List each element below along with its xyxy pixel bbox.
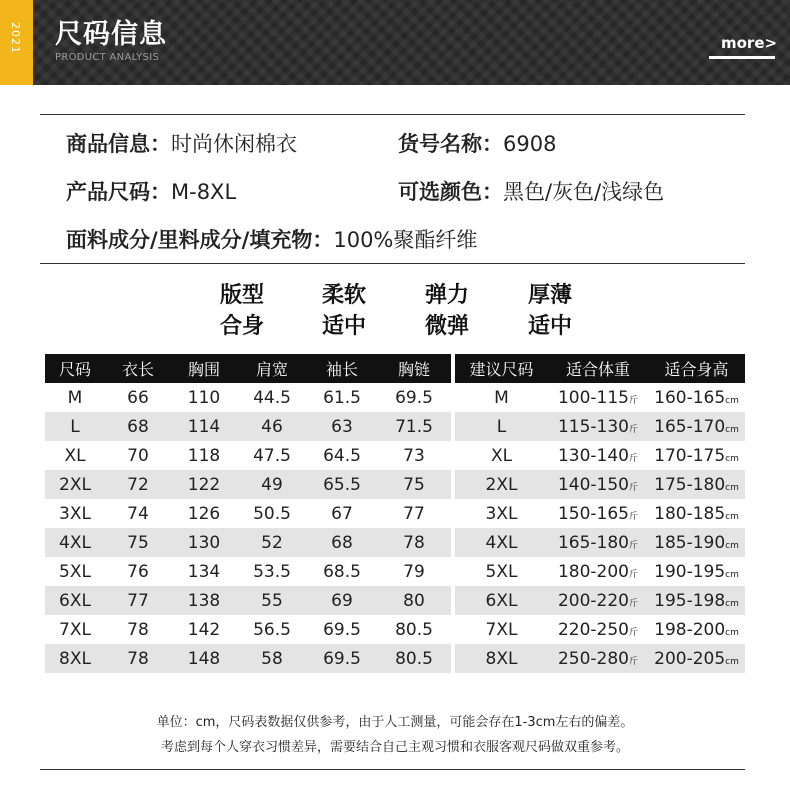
table-cell: [377, 528, 453, 557]
product-name-row: [66, 128, 297, 158]
table-cell: [105, 615, 171, 644]
product-material-value: 100%聚酯纤维: [333, 228, 478, 252]
table-row: [45, 470, 745, 499]
cell-value: 80: [403, 590, 425, 611]
table-cell: [105, 644, 171, 673]
table-cell: [171, 499, 237, 528]
feature-elasticity-name: 弹力: [424, 283, 469, 308]
table-cell: [548, 383, 648, 412]
cell-value: 71.5: [395, 416, 433, 437]
cell-value: 52: [261, 532, 283, 553]
weight-unit: 斤: [629, 598, 639, 609]
cell-value: XL: [490, 445, 513, 466]
weight-unit: 斤: [629, 656, 639, 667]
height-unit: cm: [725, 598, 739, 609]
divider-top: [40, 114, 745, 115]
table-cell: [105, 586, 171, 615]
cell-value: 8XL: [59, 648, 91, 669]
table-cell: [377, 615, 453, 644]
cell-value: 77: [127, 590, 149, 611]
header-sleeve: 袖长: [307, 354, 377, 383]
table-cell: [453, 412, 548, 441]
cell-value: 64.5: [323, 445, 361, 466]
cell-value: 72: [127, 474, 149, 495]
header-chain: 胸链: [377, 354, 453, 383]
cell-value: 200-220: [557, 590, 629, 611]
table-cell: [548, 499, 648, 528]
more-underline: [709, 56, 775, 59]
table-cell: [548, 528, 648, 557]
cell-value: 115-130: [557, 416, 629, 437]
size-table-header: [45, 354, 745, 383]
table-cell: [45, 644, 105, 673]
table-cell: [377, 499, 453, 528]
table-cell: [648, 412, 745, 441]
table-cell: [648, 499, 745, 528]
cell-value: M: [67, 387, 83, 408]
table-cell: [105, 470, 171, 499]
table-cell: [453, 383, 548, 412]
cell-value: 6XL: [59, 590, 91, 611]
cell-value: 220-250: [557, 619, 629, 640]
feature-softness: [304, 280, 384, 342]
table-cell: [548, 441, 648, 470]
table-cell: [45, 557, 105, 586]
product-color-value: 黑色/灰色/浅绿色: [503, 180, 665, 204]
table-cell: [307, 441, 377, 470]
cell-value: 200-205: [654, 648, 726, 669]
table-cell: [648, 644, 745, 673]
cell-value: 110: [187, 387, 221, 408]
cell-value: 126: [187, 503, 221, 524]
cell-value: 65.5: [323, 474, 361, 495]
table-row: [45, 499, 745, 528]
table-cell: [548, 615, 648, 644]
feature-thickness-value: 适中: [527, 314, 572, 339]
cell-value: 2XL: [485, 474, 518, 495]
table-cell: [171, 383, 237, 412]
cell-value: 8XL: [485, 648, 518, 669]
product-size-value: M-8XL: [171, 180, 237, 204]
table-cell: [548, 586, 648, 615]
product-color-label: 可选颜色：: [398, 180, 503, 204]
table-cell: [648, 586, 745, 615]
table-cell: [45, 383, 105, 412]
product-name-label: 商品信息：: [66, 132, 171, 156]
height-unit: cm: [725, 627, 739, 638]
feature-thickness: [510, 280, 590, 342]
table-cell: [453, 557, 548, 586]
cell-value: 68: [127, 416, 149, 437]
cell-value: 142: [187, 619, 221, 640]
table-cell: [648, 441, 745, 470]
weight-unit: 斤: [629, 453, 639, 464]
table-cell: [45, 412, 105, 441]
cell-value: 7XL: [59, 619, 91, 640]
table-cell: [171, 528, 237, 557]
table-cell: [105, 528, 171, 557]
page-subtitle: PRODUCT ANALYSIS: [55, 52, 160, 63]
year-label: 2021: [9, 22, 22, 54]
table-cell: [171, 615, 237, 644]
table-cell: [453, 470, 548, 499]
cell-value: 75: [127, 532, 149, 553]
table-cell: [307, 528, 377, 557]
table-cell: [453, 528, 548, 557]
table-cell: [237, 383, 307, 412]
cell-value: 195-198: [654, 590, 726, 611]
height-unit: cm: [725, 540, 739, 551]
cell-value: 250-280: [557, 648, 629, 669]
table-row: [45, 441, 745, 470]
weight-unit: 斤: [629, 627, 639, 638]
cell-value: 7XL: [485, 619, 518, 640]
cell-value: 138: [187, 590, 221, 611]
feature-fit: [202, 280, 282, 342]
cell-value: 69.5: [323, 648, 361, 669]
table-cell: [648, 470, 745, 499]
cell-value: 6XL: [485, 590, 518, 611]
cell-value: 70: [127, 445, 149, 466]
table-cell: [548, 557, 648, 586]
cell-value: 165-180: [557, 532, 629, 553]
table-cell: [171, 586, 237, 615]
cell-value: 4XL: [485, 532, 518, 553]
table-cell: [377, 470, 453, 499]
product-code-row: [398, 128, 556, 158]
table-cell: [237, 615, 307, 644]
table-cell: [648, 615, 745, 644]
cell-value: 67: [331, 503, 353, 524]
table-cell: [105, 383, 171, 412]
cell-value: XL: [64, 445, 86, 466]
note-unit: 单位：cm，尺码表数据仅供参考，由于人工测量，可能会存在1-3cm左右的偏差。: [156, 715, 634, 730]
table-row: [45, 528, 745, 557]
cell-value: 2XL: [59, 474, 91, 495]
size-table-body: [45, 383, 745, 673]
cell-value: 5XL: [59, 561, 91, 582]
cell-value: 76: [127, 561, 149, 582]
table-cell: [453, 441, 548, 470]
header-weight: 适合体重: [548, 354, 648, 383]
cell-value: 5XL: [485, 561, 518, 582]
product-code-label: 货号名称：: [398, 132, 503, 156]
cell-value: 68.5: [323, 561, 361, 582]
weight-unit: 斤: [629, 511, 639, 522]
table-cell: [237, 644, 307, 673]
cell-value: 56.5: [253, 619, 291, 640]
cell-value: 77: [403, 503, 425, 524]
table-cell: [307, 557, 377, 586]
table-row: [45, 383, 745, 412]
table-cell: [45, 499, 105, 528]
product-name-value: 时尚休闲棉衣: [171, 132, 297, 156]
cell-value: L: [70, 416, 80, 437]
cell-value: 180-200: [557, 561, 629, 582]
header-length: 衣长: [105, 354, 171, 383]
cell-value: 69.5: [395, 387, 433, 408]
cell-value: 180-185: [654, 503, 726, 524]
cell-value: 58: [261, 648, 283, 669]
table-cell: [237, 528, 307, 557]
cell-value: 150-165: [557, 503, 629, 524]
table-cell: [307, 383, 377, 412]
table-cell: [377, 383, 453, 412]
cell-value: 198-200: [654, 619, 726, 640]
more-link[interactable]: more>: [721, 34, 778, 52]
divider-middle: [40, 263, 745, 264]
cell-value: M: [494, 387, 509, 408]
header-height: 适合身高: [648, 354, 745, 383]
height-unit: cm: [725, 395, 739, 406]
product-size-row: [66, 176, 236, 206]
table-cell: [377, 586, 453, 615]
cell-value: 49: [261, 474, 283, 495]
table-row: [45, 557, 745, 586]
note-advice: 考虑到每个人穿衣习惯差异，需要结合自己主观习惯和衣服客观尺码做双重参考。: [160, 740, 629, 755]
table-cell: [377, 441, 453, 470]
table-cell: [648, 383, 745, 412]
table-cell: [307, 644, 377, 673]
table-cell: [171, 412, 237, 441]
cell-value: 79: [403, 561, 425, 582]
cell-value: 130: [187, 532, 221, 553]
table-cell: [307, 586, 377, 615]
cell-value: 69.5: [323, 619, 361, 640]
table-cell: [237, 557, 307, 586]
table-cell: [105, 499, 171, 528]
table-cell: [237, 412, 307, 441]
height-unit: cm: [725, 424, 739, 435]
feature-elasticity: [407, 280, 487, 342]
table-cell: [548, 644, 648, 673]
cell-value: 50.5: [253, 503, 291, 524]
table-cell: [171, 557, 237, 586]
cell-value: 74: [127, 503, 149, 524]
product-color-row: [398, 176, 664, 206]
cell-value: 73: [403, 445, 425, 466]
table-row: [45, 615, 745, 644]
table-cell: [453, 586, 548, 615]
table-row: [45, 586, 745, 615]
table-cell: [171, 470, 237, 499]
cell-value: 66: [127, 387, 149, 408]
table-cell: [237, 586, 307, 615]
table-cell: [105, 557, 171, 586]
cell-value: 165-170: [654, 416, 726, 437]
cell-value: 53.5: [253, 561, 291, 582]
cell-value: 122: [187, 474, 221, 495]
divider-bottom: [40, 769, 745, 770]
header-suggested-size: 建议尺码: [453, 354, 548, 383]
cell-value: 44.5: [253, 387, 291, 408]
table-cell: [453, 499, 548, 528]
table-row: [45, 412, 745, 441]
weight-unit: 斤: [629, 540, 639, 551]
cell-value: 78: [127, 619, 149, 640]
weight-unit: 斤: [629, 424, 639, 435]
cell-value: 4XL: [59, 532, 91, 553]
feature-elasticity-value: 微弹: [424, 314, 469, 339]
table-cell: [237, 441, 307, 470]
table-cell: [171, 644, 237, 673]
table-row: [45, 644, 745, 673]
product-code-value: 6908: [503, 132, 557, 156]
table-cell: [377, 557, 453, 586]
height-unit: cm: [725, 482, 739, 493]
weight-unit: 斤: [629, 482, 639, 493]
table-cell: [453, 615, 548, 644]
table-cell: [171, 441, 237, 470]
product-size-label: 产品尺码：: [66, 180, 171, 204]
table-cell: [377, 412, 453, 441]
cell-value: 130-140: [557, 445, 629, 466]
table-cell: [307, 470, 377, 499]
table-cell: [45, 586, 105, 615]
cell-value: 61.5: [323, 387, 361, 408]
header-size: 尺码: [45, 354, 105, 383]
cell-value: 63: [331, 416, 353, 437]
table-cell: [237, 499, 307, 528]
cell-value: 100-115: [557, 387, 629, 408]
cell-value: 114: [187, 416, 221, 437]
height-unit: cm: [725, 453, 739, 464]
cell-value: 69: [331, 590, 353, 611]
feature-thickness-name: 厚薄: [527, 283, 572, 308]
table-cell: [45, 615, 105, 644]
header-chest: 胸围: [171, 354, 237, 383]
height-unit: cm: [725, 569, 739, 580]
size-table: [45, 354, 745, 673]
table-cell: [648, 557, 745, 586]
feature-softness-name: 柔软: [321, 283, 366, 308]
table-cell: [307, 499, 377, 528]
cell-value: 160-165: [654, 387, 726, 408]
feature-fit-value: 合身: [219, 314, 264, 339]
cell-value: 190-195: [654, 561, 726, 582]
cell-value: 118: [187, 445, 221, 466]
table-cell: [548, 412, 648, 441]
table-cell: [548, 470, 648, 499]
height-unit: cm: [725, 511, 739, 522]
table-cell: [377, 644, 453, 673]
cell-value: 134: [187, 561, 221, 582]
year-strip: [0, 0, 33, 85]
cell-value: 80.5: [395, 619, 433, 640]
table-cell: [105, 412, 171, 441]
header-shoulder: 肩宽: [237, 354, 307, 383]
cell-value: L: [496, 416, 507, 437]
cell-value: 148: [187, 648, 221, 669]
feature-fit-name: 版型: [219, 283, 264, 308]
product-material-label: 面料成分/里料成分/填充物：: [66, 228, 334, 252]
cell-value: 3XL: [485, 503, 518, 524]
page-title: 尺码信息: [55, 19, 167, 50]
cell-value: 3XL: [59, 503, 91, 524]
cell-value: 46: [261, 416, 283, 437]
cell-value: 175-180: [654, 474, 726, 495]
cell-value: 78: [403, 532, 425, 553]
cell-value: 78: [127, 648, 149, 669]
table-cell: [307, 615, 377, 644]
cell-value: 80.5: [395, 648, 433, 669]
cell-value: 140-150: [557, 474, 629, 495]
table-cell: [45, 528, 105, 557]
table-cell: [237, 470, 307, 499]
cell-value: 170-175: [654, 445, 726, 466]
weight-unit: 斤: [629, 569, 639, 580]
cell-value: 47.5: [253, 445, 291, 466]
table-cell: [45, 441, 105, 470]
table-cell: [648, 528, 745, 557]
cell-value: 75: [403, 474, 425, 495]
table-cell: [307, 412, 377, 441]
table-cell: [45, 470, 105, 499]
table-cell: [453, 644, 548, 673]
cell-value: 68: [331, 532, 353, 553]
product-material-row: [66, 224, 477, 254]
height-unit: cm: [725, 656, 739, 667]
feature-softness-value: 适中: [321, 314, 366, 339]
cell-value: 185-190: [654, 532, 726, 553]
weight-unit: 斤: [629, 395, 639, 406]
table-cell: [105, 441, 171, 470]
cell-value: 55: [261, 590, 283, 611]
